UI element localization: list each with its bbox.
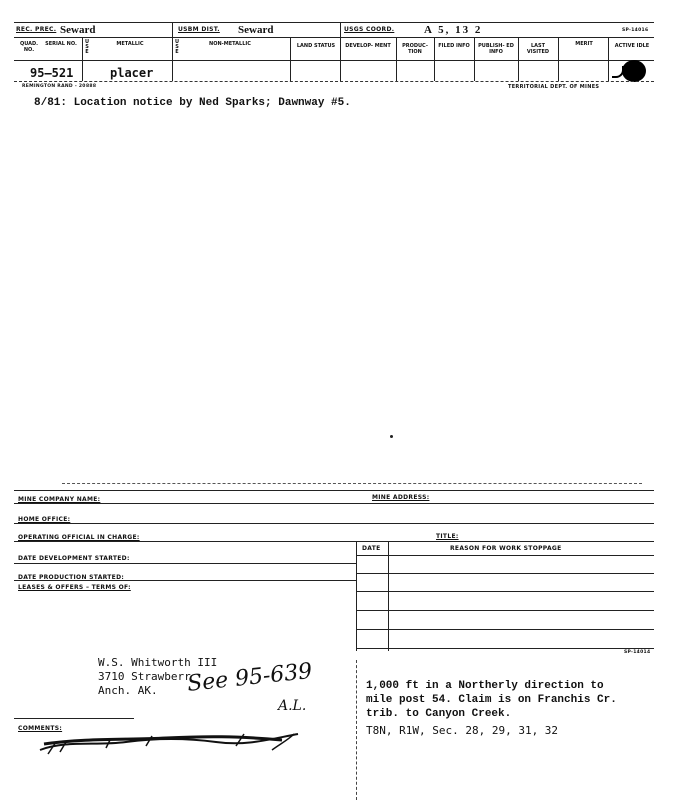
home-office-label: HOME OFFICE:	[18, 516, 71, 523]
usgs-coord-label: USGS COORD.	[344, 26, 395, 33]
mine-address-label: MINE ADDRESS:	[372, 494, 430, 501]
col-divider	[558, 37, 559, 81]
quad-no-header: QUAD. NO.	[19, 41, 39, 53]
metallic-value: placer	[110, 66, 154, 80]
crossed-out-scribble	[36, 728, 306, 758]
owner-name: W.S. Whitworth III	[98, 656, 218, 669]
operating-official-rule	[14, 541, 654, 542]
col-divider	[434, 37, 435, 81]
col-divider	[340, 22, 341, 81]
production-header: PRODUC- TION	[402, 43, 428, 55]
rec-prec-value: Seward	[60, 24, 96, 36]
location-line-3: trib. to Canyon Creek.	[366, 708, 512, 720]
col-divider	[82, 37, 83, 81]
table-row-rule	[356, 573, 654, 574]
land-status-header: LAND STATUS	[296, 43, 336, 49]
active-marker-icon	[622, 60, 646, 82]
usgs-coord-value: A 5, 13 2	[424, 24, 483, 36]
operating-official-label: OPERATING OFFICIAL IN CHARGE:	[18, 534, 140, 541]
non-metallic-header: NON-METALLIC	[209, 41, 251, 47]
use-metallic-header: USE	[84, 39, 90, 55]
mine-company-name-label: MINE COMPANY NAME:	[18, 496, 101, 503]
leases-offers-label: LEASES & OFFERS – TERMS OF:	[18, 584, 131, 591]
mine-company-top-rule	[14, 490, 654, 491]
location-line-1: 1,000 ft in a Northerly direction to	[366, 680, 604, 692]
merit-header: MERIT	[575, 41, 593, 47]
mine-company-rule	[14, 503, 654, 504]
table-row-rule	[356, 648, 654, 649]
date-dev-rule	[14, 563, 356, 564]
printer-code: 888	[86, 84, 97, 89]
location-notice-note: 8/81: Location notice by Ned Sparks; Dawnway #5.	[34, 97, 351, 109]
col-divider	[518, 37, 519, 81]
location-left-rule	[356, 660, 357, 800]
usbm-dist-value: Seward	[238, 24, 274, 36]
col-divider	[396, 37, 397, 81]
comments-label: COMMENTS:	[18, 725, 63, 732]
table-date-rule	[388, 541, 389, 651]
table-header-rule	[356, 555, 654, 556]
initials-handwritten: A.L.	[278, 698, 307, 714]
dept-name: TERRITORIAL DEPT. OF MINES	[508, 84, 600, 90]
col-divider	[474, 37, 475, 81]
published-info-header: PUBLISH- ED INFO	[478, 43, 514, 55]
lower-top-dash	[62, 483, 642, 484]
printer-mark: REMINGTON RAND - 20	[22, 84, 86, 89]
location-line-2: mile post 54. Claim is on Franchis Cr.	[366, 694, 617, 706]
title-label: TITLE:	[436, 533, 459, 540]
table-row-rule	[356, 629, 654, 630]
date-prod-started-label: DATE PRODUCTION STARTED:	[18, 574, 125, 581]
table-left-rule	[356, 541, 357, 651]
owner-city: Anch. AK.	[98, 684, 158, 697]
rec-prec-label: REC. PREC.	[16, 26, 57, 33]
record-bottom-rule	[14, 81, 654, 82]
date-dev-started-label: DATE DEVELOPMENT STARTED:	[18, 555, 130, 562]
form-number-top: SP-14016	[622, 28, 649, 33]
check-mark-icon	[612, 66, 624, 78]
table-row-rule	[356, 610, 654, 611]
development-header: DEVELOP- MENT	[345, 43, 391, 49]
usbm-dist-label: USBM DIST.	[178, 26, 220, 33]
header-top-rule	[14, 22, 654, 23]
metallic-header: METALLIC	[116, 41, 144, 47]
active-idle-header: ACTIVE IDLE	[614, 43, 650, 49]
date-prod-rule	[14, 580, 356, 581]
quad-serial-value: 95–521	[30, 66, 74, 80]
col-divider	[608, 37, 609, 81]
scan-speck	[390, 435, 393, 438]
serial-no-header: SERIAL NO.	[45, 41, 77, 47]
home-office-rule	[14, 523, 654, 524]
reason-col-header: REASON FOR WORK STOPPAGE	[450, 545, 562, 552]
filed-info-header: FILED INFO	[438, 43, 470, 49]
table-row-rule	[356, 591, 654, 592]
owner-street: 3710 Strawberr	[98, 670, 191, 683]
col-divider	[172, 22, 173, 81]
see-reference-handwritten: See 95-639	[186, 658, 314, 697]
comments-top-rule	[14, 718, 134, 719]
township-range-section: T8N, R1W, Sec. 28, 29, 31, 32	[366, 724, 559, 737]
last-visited-header: LAST VISITED	[526, 43, 550, 55]
header-bottom-rule	[14, 60, 654, 61]
col-divider	[290, 37, 291, 81]
form-number-bottom: SP-14014	[624, 650, 651, 655]
date-col-header: DATE	[362, 545, 381, 552]
use-nonmetallic-header: USE	[174, 39, 180, 55]
